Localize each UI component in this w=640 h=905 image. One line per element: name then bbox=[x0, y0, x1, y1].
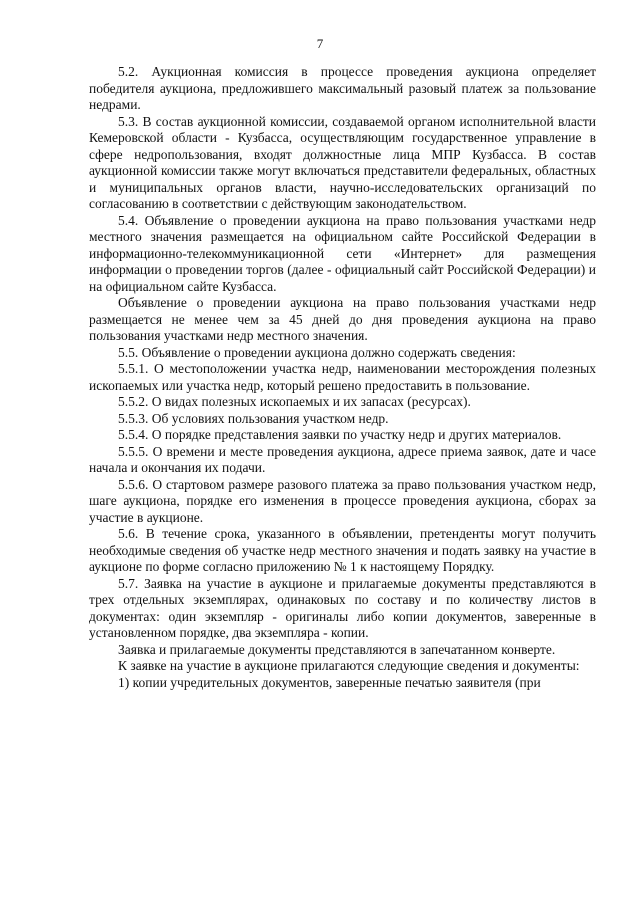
paragraph-5-3: 5.3. В состав аукционной комиссии, создаваемой органом исполнительной власти Кемеровской области - Кузбасса, осуществляющим государственное управление в сфере недропользования, входят должностные лица МПР Кузбасса. В состав аукционной комиссии также могут включаться представители федеральных, областных и муниципальных органов власти, научно-исследовательских организаций по согласованию в соответствии с действующим законодательством. bbox=[89, 113, 596, 211]
paragraph-5-5-1: 5.5.1. О местоположении участка недр, наименовании месторождения полезных ископаемых или участка недр, который решено предоставить в пользование. bbox=[89, 361, 596, 393]
paragraph-5-6: 5.6. В течение срока, указанного в объявлении, претенденты могут получить необходимые сведения об участке недр местного значения и подать заявку на участие в аукционе по форме согласно приложению № 1 к настоящему Порядку. bbox=[89, 526, 596, 574]
paragraph-5-5-5: 5.5.5. О времени и месте проведения аукциона, адресе приема заявок, дате и часе начала и окончания их подачи. bbox=[89, 443, 596, 475]
paragraph-5-5: 5.5. Объявление о проведении аукциона должно содержать сведения: bbox=[118, 344, 516, 360]
document-body bbox=[89, 64, 596, 691]
paragraph-5-5-3: 5.5.3. Об условиях пользования участком недр. bbox=[118, 410, 389, 426]
paragraph-5-5-4: 5.5.4. О порядке представления заявки по участку недр и других материалов. bbox=[118, 427, 562, 442]
paragraph-sealed-envelope: Заявка и прилагаемые документы представляются в запечатанном конверте. bbox=[118, 641, 556, 657]
paragraph-5-7: 5.7. Заявка на участие в аукционе и прилагаемые документы представляются в трех отдельных экземплярах, одинаковых по составу и по количеству листов в документах: один экземпляр - оригиналы либо копии документов, заверенные в установленном порядке, два экземпляра - копии. bbox=[89, 575, 596, 640]
paragraph-attachments-intro: К заявке на участие в аукционе прилагаются следующие сведения и документы: bbox=[118, 658, 580, 673]
paragraph-5-4: 5.4. Объявление о проведении аукциона на право пользования участками недр местного значения размещается на официальном сайте Российской Федерации в информационно-телекоммуникационной сети «Интернет» для размещения информации о проведении торгов (далее - официальный сайт Российской Федерации) и на официальном сайте Кузбасса. bbox=[89, 212, 596, 294]
paragraph-5-2: 5.2. Аукционная комиссия в процессе проведения аукциона определяет победителя аукциона, предложившего максимальный разовый платеж за пользование недрами. bbox=[89, 64, 596, 112]
paragraph-5-5-2: 5.5.2. О видах полезных ископаемых и их запасах (ресурсах). bbox=[118, 394, 471, 409]
paragraph-announcement-deadline: Объявление о проведении аукциона на право пользования участками недр размещается не менее чем за 45 дней до дня проведения аукциона на право пользования участками недр местного значения. bbox=[89, 295, 596, 343]
paragraph-item-1: 1) копии учредительных документов, заверенные печатью заявителя (при bbox=[118, 674, 541, 690]
page-number: 7 bbox=[316, 36, 324, 51]
paragraph-5-5-6: 5.5.6. О стартовом размере разового платежа за право пользования участком недр, шаге аукциона, порядке его изменения в процессе проведения аукциона, сборах за участие в аукционе. bbox=[89, 476, 596, 525]
